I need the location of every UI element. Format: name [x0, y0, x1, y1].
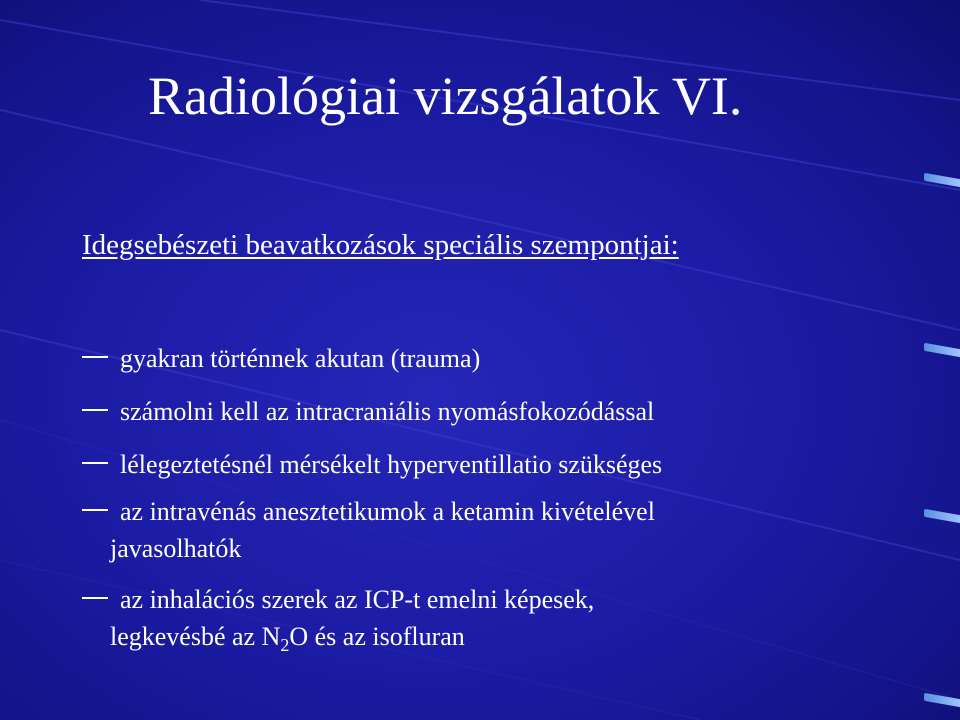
section-heading: Idegsebészeti beavatkozások speciális szempontjai:: [82, 229, 679, 261]
dash-icon: [82, 509, 108, 511]
formula-prefix: legkevésbé az N: [110, 622, 281, 651]
dash-icon: [82, 356, 108, 358]
bullet-text-line2: javasolhatók: [110, 534, 242, 563]
bullet-item: [0, 493, 900, 567]
bullet-text: gyakran történnek akutan (trauma): [120, 344, 481, 373]
bullet-item: [0, 581, 900, 664]
bullet-list: [0, 340, 900, 664]
bullet-text-line1: az intravénás anesztetikumok a ketamin kivételével: [120, 497, 655, 526]
dash-icon: [82, 597, 108, 599]
slide-title: Radiológiai vizsgálatok VI.: [148, 66, 743, 126]
bullet-item: [0, 446, 900, 483]
bullet-text-line1: az inhalációs szerek az ICP-t emelni képesek,: [120, 585, 595, 614]
bullet-item: [0, 340, 900, 377]
subscript: 2: [280, 635, 290, 655]
dash-icon: [82, 462, 108, 464]
bullet-text-line2: [110, 618, 900, 664]
formula-suffix: O és az isofluran: [289, 622, 465, 651]
bullet-item: [0, 393, 900, 430]
dash-icon: [82, 409, 108, 411]
bullet-text: lélegeztetésnél mérsékelt hyperventillatio szükséges: [120, 450, 663, 479]
bullet-text: számolni kell az intracraniális nyomásfokozódással: [120, 397, 655, 426]
